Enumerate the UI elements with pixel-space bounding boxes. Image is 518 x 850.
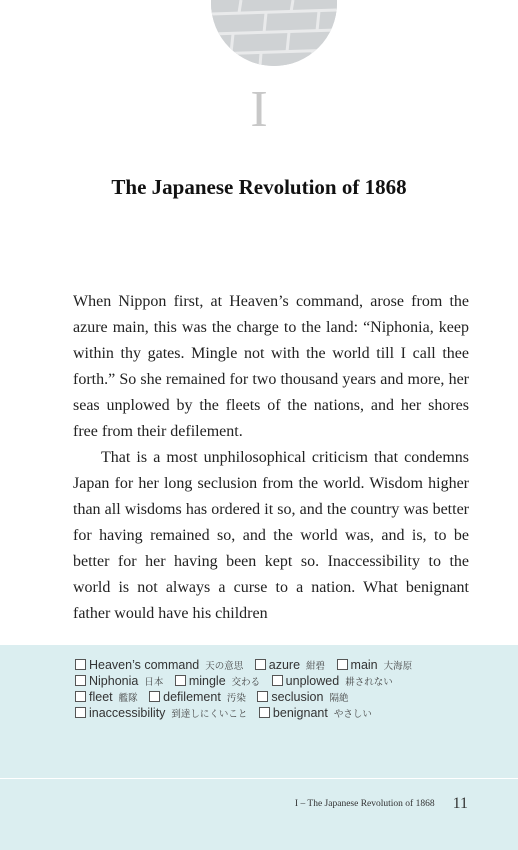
vocabulary-row xyxy=(75,657,495,673)
vocabulary-term: benignant xyxy=(272,706,328,720)
vocabulary-term: Heaven’s command xyxy=(89,658,200,672)
vocabulary-gloss: 到達しにくいこと xyxy=(171,709,248,720)
vocabulary-term: Niphonia xyxy=(89,674,139,688)
checkbox-icon[interactable] xyxy=(75,691,86,702)
paragraph-2: That is a most unphilosophical criticism that condemns Japan for her long seclusion from the world. Wisdom higher than all wisdoms has ordered it so, and the country was better for having remained so, and the world was, and is, to be better for her having been kept so. Inaccessibility to the world is not always a curse to a nation. What benignant father would have his children xyxy=(73,449,469,622)
vocabulary-gloss: 汚染 xyxy=(226,693,246,704)
page-footer xyxy=(295,795,468,813)
running-head: I – The Japanese Revolution of 1868 xyxy=(294,799,435,809)
vocabulary-gloss: 大海原 xyxy=(383,661,413,672)
checkbox-icon[interactable] xyxy=(255,659,266,670)
vocabulary-gloss: やさしい xyxy=(333,709,372,720)
vocabulary-row xyxy=(75,705,495,721)
checkbox-icon[interactable] xyxy=(149,691,160,702)
brick-wall-icon xyxy=(211,0,337,66)
checkbox-icon[interactable] xyxy=(259,707,270,718)
vocabulary-term: fleet xyxy=(89,690,113,704)
vocabulary-term: azure xyxy=(268,658,301,672)
checkbox-icon[interactable] xyxy=(272,675,283,686)
vocabulary-gloss: 艦隊 xyxy=(118,693,138,704)
vocabulary-term: defilement xyxy=(163,690,221,704)
vocabulary-item xyxy=(75,705,247,723)
checkbox-icon[interactable] xyxy=(337,659,348,670)
vocabulary-item xyxy=(259,705,372,723)
chapter-numeral: I xyxy=(250,81,268,138)
vocabulary-term: unplowed xyxy=(285,674,340,688)
vocabulary-panel xyxy=(0,645,518,850)
checkbox-icon[interactable] xyxy=(175,675,186,686)
vocabulary-term: seclusion xyxy=(271,690,324,704)
vocabulary-term: inaccessibility xyxy=(89,706,166,720)
vocabulary-gloss: 隔絶 xyxy=(329,693,349,704)
page-number: 11 xyxy=(452,795,468,812)
panel-divider xyxy=(0,778,518,779)
vocabulary-gloss: 天の意思 xyxy=(205,661,244,672)
body-text xyxy=(73,289,469,627)
vocabulary-gloss: 紺碧 xyxy=(306,661,326,672)
vocabulary-gloss: 交わる xyxy=(231,677,261,688)
checkbox-icon[interactable] xyxy=(257,691,268,702)
vocabulary-term: main xyxy=(350,658,378,672)
vocabulary-row xyxy=(75,689,495,705)
checkbox-icon[interactable] xyxy=(75,707,86,718)
chapter-emblem-brick-image xyxy=(211,0,337,66)
vocabulary-list xyxy=(75,657,495,721)
checkbox-icon[interactable] xyxy=(75,659,86,670)
chapter-title: The Japanese Revolution of 1868 xyxy=(111,175,407,199)
vocabulary-term: mingle xyxy=(188,674,226,688)
vocabulary-row xyxy=(75,673,495,689)
vocabulary-gloss: 耕されない xyxy=(345,677,393,688)
paragraph-1: When Nippon first, at Heaven’s command, arose from the azure main, this was the charge to the land: “Niphonia, keep within thy gates. Mingle not with the world till I call thee forth.” So she remained for two thousand years and more, her seas unplowed by the fleets of the nations, and her shores free from their defilement. xyxy=(73,293,469,440)
vocabulary-gloss: 日本 xyxy=(144,677,164,688)
checkbox-icon[interactable] xyxy=(75,675,86,686)
